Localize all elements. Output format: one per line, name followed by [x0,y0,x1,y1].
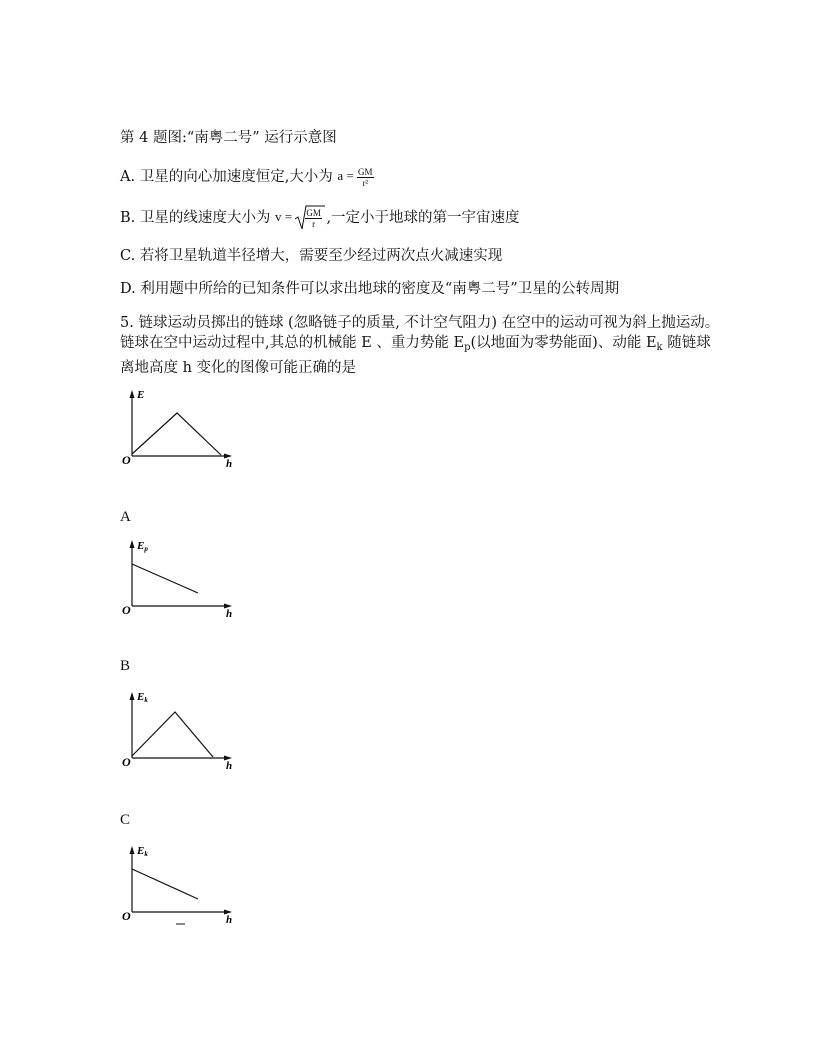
y-axis-label: E [137,389,145,401]
y-axis-label: Ep [137,540,148,553]
x-axis-label: h [226,458,233,470]
origin-label: O [122,755,131,769]
square-root [295,207,322,229]
origin-label: O [122,603,131,617]
x-axis-label: h [226,760,233,772]
formula-lhs: v = [274,209,293,224]
q4-option-b-text: B. 卫星的线速度大小为 [120,209,271,226]
q5-ek-subscript: k [656,342,663,353]
q4-option-d: D. 利用题中所给的已知条件可以求出地球的密度及“南粤二号”卫星的公转周期 [120,281,620,297]
q4-option-a-formula [337,166,373,188]
q4-option-b-text-after: ,一定小于地球的第一宇宙速度 [326,209,520,226]
fraction-denominator: r² [362,177,369,188]
q5-text-2: (以地面为零势能面)、动能 E [470,335,657,351]
x-axis-label: h [226,608,233,620]
y-axis-label: Ek [137,691,148,704]
question-5 [120,313,720,378]
graph-mechanical-energy [118,388,248,477]
fraction-denominator: r [312,218,316,229]
formula-lhs: a = [337,168,354,183]
fraction [357,167,374,188]
figure-caption: 第 4 题图:“南粤二号” 运行示意图 [120,130,337,146]
graph-kinetic-energy-triangle [118,690,248,779]
graph-kinetic-energy-declining [118,844,248,933]
q4-option-b-formula [275,207,322,229]
option-label-a: A [120,509,131,525]
fraction-numerator: GM [306,207,321,218]
q4-option-b [120,207,520,229]
x-axis-label: h [226,914,233,926]
q4-option-a-text: A. 卫星的向心加速度恒定,大小为 [120,168,333,185]
y-axis-label: Ek [137,845,148,858]
q4-option-c: C. 若将卫星轨道半径增大，需要至少经过两次点火减速实现 [120,248,503,264]
option-label-c: C [120,812,131,828]
option-label-b: B [120,658,131,674]
fraction-numerator: GM [358,166,373,177]
origin-label: O [122,453,131,467]
q5-text-1: 5. 链球运动员掷出的链球 (忽略链子的质量, 不计空气阻力) 在空中的运动可视为斜上抛运动。 链球在空中运动过程中,其总的机械能 E 、重力势能 E [120,315,720,351]
q4-option-a [120,166,374,188]
q5-text-3: 随链球离地高度 h 变化的图像可能正确的是 [120,335,711,376]
origin-label: O [122,909,131,923]
radical-sign-icon [295,205,325,231]
q5-ep-subscript: p [464,342,471,353]
graph-potential-energy [118,538,248,627]
